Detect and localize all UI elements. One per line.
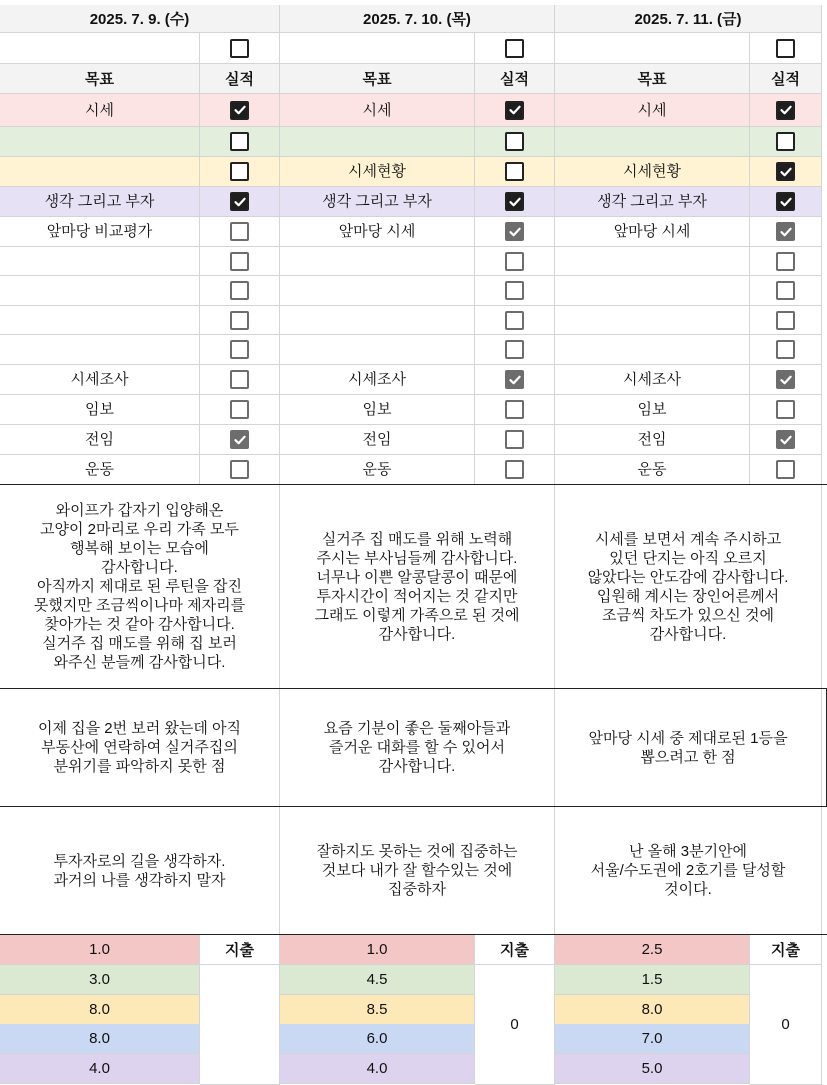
- result-cell: [475, 395, 555, 425]
- task-checkbox[interactable]: [776, 192, 795, 211]
- task-checkbox[interactable]: [505, 192, 524, 211]
- goal-column-header: 목표: [280, 64, 475, 94]
- result-cell: [475, 187, 555, 217]
- task-checkbox[interactable]: [505, 281, 524, 300]
- goal-cell[interactable]: [555, 127, 750, 157]
- result-cell: [750, 247, 822, 276]
- resolution-note[interactable]: 투자자로의 길을 생각하자. 과거의 나를 생각하지 말자: [0, 807, 280, 935]
- gratitude-note[interactable]: 실거주 집 매도를 위해 노력해 주시는 부사님들께 감사합니다. 너무나 이쁜 알콩달콩이 때문에 투자시간이 적어지는 것 같지만 그래도 이렇게 가족으로 된 것에 감사합니다.: [280, 485, 555, 689]
- goal-column-header: 목표: [555, 64, 750, 94]
- goal-cell[interactable]: 전임: [280, 425, 475, 455]
- result-column-header: 실적: [200, 64, 280, 94]
- section-divider: [0, 934, 827, 935]
- result-cell: [200, 306, 280, 335]
- task-checkbox[interactable]: [230, 101, 249, 120]
- goal-cell[interactable]: 시세현황: [280, 157, 475, 187]
- section-divider: [0, 484, 827, 485]
- result-cell: [750, 276, 822, 306]
- task-checkbox[interactable]: [505, 400, 524, 419]
- task-checkbox[interactable]: [776, 281, 795, 300]
- spend-label: 지출: [475, 935, 555, 965]
- task-checkbox[interactable]: [230, 460, 249, 479]
- task-checkbox[interactable]: [776, 252, 795, 271]
- result-cell: [750, 335, 822, 365]
- spend-value[interactable]: [200, 965, 280, 1085]
- task-checkbox[interactable]: [505, 132, 524, 151]
- task-checkbox[interactable]: [230, 162, 249, 181]
- goal-cell[interactable]: 앞마당 비교평가: [0, 217, 200, 247]
- section-divider: [0, 688, 827, 689]
- task-checkbox[interactable]: [505, 460, 524, 479]
- goal-cell[interactable]: 시세: [0, 94, 200, 127]
- result-cell: [200, 276, 280, 306]
- goal-cell[interactable]: [555, 306, 750, 335]
- blank-cell: [0, 33, 200, 64]
- top-check-cell: [475, 33, 555, 64]
- result-cell: [750, 306, 822, 335]
- checkmark-icon: [779, 195, 793, 209]
- task-checkbox[interactable]: [230, 311, 249, 330]
- score-cell[interactable]: 8.5: [280, 995, 475, 1025]
- result-cell: [750, 217, 822, 247]
- goal-cell[interactable]: 앞마당 시세: [555, 217, 750, 247]
- spend-label: 지출: [750, 935, 822, 965]
- result-cell: [750, 425, 822, 455]
- goal-cell[interactable]: 시세: [555, 94, 750, 127]
- goal-cell[interactable]: [555, 247, 750, 276]
- goal-cell[interactable]: 앞마당 시세: [280, 217, 475, 247]
- goal-cell[interactable]: [555, 276, 750, 306]
- result-cell: [750, 395, 822, 425]
- goal-cell[interactable]: 전임: [555, 425, 750, 455]
- checkmark-icon: [233, 195, 247, 209]
- result-column-header: 실적: [475, 64, 555, 94]
- score-cell[interactable]: 5.0: [555, 1054, 750, 1084]
- goal-cell[interactable]: 임보: [280, 395, 475, 425]
- goal-cell[interactable]: 생각 그리고 부자: [0, 187, 200, 217]
- reflection-note[interactable]: 앞마당 시세 중 제대로된 1등을 뽑으려고 한 점: [555, 689, 822, 807]
- score-cell[interactable]: 6.0: [280, 1024, 475, 1054]
- goal-cell[interactable]: 시세현황: [555, 157, 750, 187]
- result-cell: [750, 127, 822, 157]
- task-checkbox[interactable]: [230, 132, 249, 151]
- score-cell[interactable]: 4.0: [0, 1054, 200, 1084]
- result-cell: [200, 247, 280, 276]
- score-cell[interactable]: 3.0: [0, 965, 200, 995]
- checkmark-icon: [233, 103, 247, 117]
- result-cell: [475, 425, 555, 455]
- task-checkbox[interactable]: [230, 370, 249, 389]
- result-cell: [475, 157, 555, 187]
- task-checkbox[interactable]: [776, 340, 795, 359]
- goal-cell[interactable]: [0, 157, 200, 187]
- score-cell[interactable]: 1.0: [0, 935, 200, 965]
- task-checkbox[interactable]: [776, 370, 795, 389]
- task-checkbox[interactable]: [230, 252, 249, 271]
- spend-label: 지출: [200, 935, 280, 965]
- checkmark-icon: [779, 165, 793, 179]
- score-cell[interactable]: 1.0: [280, 935, 475, 965]
- result-cell: [200, 455, 280, 485]
- goal-cell[interactable]: [280, 127, 475, 157]
- result-column-header: 실적: [750, 64, 822, 94]
- result-cell: [750, 365, 822, 395]
- day-done-checkbox[interactable]: [230, 39, 249, 58]
- task-checkbox[interactable]: [505, 101, 524, 120]
- score-cell[interactable]: 8.0: [555, 995, 750, 1025]
- task-checkbox[interactable]: [230, 222, 249, 241]
- score-cell[interactable]: 1.5: [555, 965, 750, 995]
- goal-cell[interactable]: [280, 306, 475, 335]
- goal-cell[interactable]: 임보: [0, 395, 200, 425]
- task-checkbox[interactable]: [776, 311, 795, 330]
- top-check-cell: [750, 33, 822, 64]
- date-header: 2025. 7. 9. (수): [0, 5, 280, 33]
- task-checkbox[interactable]: [505, 340, 524, 359]
- result-cell: [475, 306, 555, 335]
- task-checkbox[interactable]: [505, 430, 524, 449]
- task-checkbox[interactable]: [776, 132, 795, 151]
- result-cell: [200, 127, 280, 157]
- goal-cell[interactable]: 시세: [280, 94, 475, 127]
- task-checkbox[interactable]: [230, 281, 249, 300]
- goal-cell[interactable]: 시세조사: [280, 365, 475, 395]
- result-cell: [750, 187, 822, 217]
- result-cell: [200, 395, 280, 425]
- checkmark-icon: [508, 103, 522, 117]
- score-cell[interactable]: 8.0: [0, 995, 200, 1025]
- blank-cell: [555, 33, 750, 64]
- task-checkbox[interactable]: [230, 400, 249, 419]
- goal-column-header: 목표: [0, 64, 200, 94]
- goal-cell[interactable]: [0, 335, 200, 365]
- checkmark-icon: [779, 225, 793, 239]
- goal-cell[interactable]: 시세조사: [0, 365, 200, 395]
- result-cell: [475, 217, 555, 247]
- checkmark-icon: [779, 433, 793, 447]
- task-checkbox[interactable]: [776, 162, 795, 181]
- gratitude-note[interactable]: 와이프가 갑자기 입양해온 고양이 2마리로 우리 가족 모두 행복해 보이는 모습에 감사합니다. 아직까지 제대로 된 루틴을 잡진 못했지만 조금씩이나마 제자리를 찾아가는 것 같아 감사합니다. 실거주 집 매도를 위해 집 보러 와주신 분들께 감사합니다.: [0, 485, 280, 689]
- task-checkbox[interactable]: [776, 460, 795, 479]
- task-checkbox[interactable]: [776, 400, 795, 419]
- task-checkbox[interactable]: [505, 370, 524, 389]
- result-cell: [200, 425, 280, 455]
- goal-cell[interactable]: 시세조사: [555, 365, 750, 395]
- task-checkbox[interactable]: [776, 101, 795, 120]
- goal-cell[interactable]: 생각 그리고 부자: [555, 187, 750, 217]
- goal-cell[interactable]: 운동: [555, 455, 750, 485]
- task-checkbox[interactable]: [505, 252, 524, 271]
- result-cell: [750, 94, 822, 127]
- task-checkbox[interactable]: [505, 162, 524, 181]
- goal-cell[interactable]: [555, 335, 750, 365]
- task-checkbox[interactable]: [776, 430, 795, 449]
- goal-cell[interactable]: [0, 276, 200, 306]
- goal-cell[interactable]: [280, 276, 475, 306]
- reflection-note[interactable]: 이제 집을 2번 보러 왔는데 아직 부동산에 연락하여 실거주집의 분위기를 파악하지 못한 점: [0, 689, 280, 807]
- checkmark-icon: [233, 433, 247, 447]
- result-cell: [750, 157, 822, 187]
- result-cell: [475, 247, 555, 276]
- task-checkbox[interactable]: [230, 340, 249, 359]
- result-cell: [200, 335, 280, 365]
- result-cell: [475, 127, 555, 157]
- result-cell: [200, 365, 280, 395]
- goal-cell[interactable]: [0, 306, 200, 335]
- task-checkbox[interactable]: [505, 311, 524, 330]
- section-divider: [0, 806, 827, 807]
- score-cell[interactable]: 4.0: [280, 1054, 475, 1084]
- result-cell: [200, 94, 280, 127]
- result-cell: [475, 455, 555, 485]
- result-cell: [475, 94, 555, 127]
- spend-value[interactable]: 0: [750, 965, 822, 1085]
- result-cell: [200, 217, 280, 247]
- goal-cell[interactable]: 생각 그리고 부자: [280, 187, 475, 217]
- task-checkbox[interactable]: [230, 192, 249, 211]
- date-header: 2025. 7. 11. (금): [555, 5, 822, 33]
- blank-cell: [280, 33, 475, 64]
- resolution-note[interactable]: 잘하지도 못하는 것에 집중하는 것보다 내가 잘 할수있는 것에 집중하자: [280, 807, 555, 935]
- checkmark-icon: [779, 103, 793, 117]
- checkmark-icon: [779, 373, 793, 387]
- result-cell: [200, 187, 280, 217]
- goal-cell[interactable]: 임보: [555, 395, 750, 425]
- task-checkbox[interactable]: [776, 222, 795, 241]
- result-cell: [750, 455, 822, 485]
- result-cell: [475, 365, 555, 395]
- checkmark-icon: [508, 225, 522, 239]
- goal-cell[interactable]: [0, 127, 200, 157]
- day-done-checkbox[interactable]: [505, 39, 524, 58]
- spend-value[interactable]: 0: [475, 965, 555, 1085]
- result-cell: [475, 335, 555, 365]
- task-checkbox[interactable]: [505, 222, 524, 241]
- checkmark-icon: [508, 373, 522, 387]
- reflection-note[interactable]: 요즘 기분이 좋은 둘째아들과 즐거운 대화를 할 수 있어서 감사합니다.: [280, 689, 555, 807]
- checkmark-icon: [508, 195, 522, 209]
- goal-cell[interactable]: [280, 247, 475, 276]
- goal-cell[interactable]: [0, 247, 200, 276]
- score-cell[interactable]: 8.0: [0, 1024, 200, 1054]
- goal-cell[interactable]: 운동: [0, 455, 200, 485]
- result-cell: [200, 157, 280, 187]
- score-cell[interactable]: 7.0: [555, 1024, 750, 1054]
- score-cell[interactable]: 4.5: [280, 965, 475, 995]
- goal-cell[interactable]: 운동: [280, 455, 475, 485]
- top-check-cell: [200, 33, 280, 64]
- day-done-checkbox[interactable]: [776, 39, 795, 58]
- goal-cell[interactable]: [280, 335, 475, 365]
- task-checkbox[interactable]: [230, 430, 249, 449]
- date-header: 2025. 7. 10. (목): [280, 5, 555, 33]
- result-cell: [475, 276, 555, 306]
- gratitude-note[interactable]: 시세를 보면서 계속 주시하고 있던 단지는 아직 오르지 않았다는 안도감에 감사합니다. 입원해 계시는 장인어른께서 조금씩 차도가 있으신 것에 감사합니다.: [555, 485, 822, 689]
- score-cell[interactable]: 2.5: [555, 935, 750, 965]
- resolution-note[interactable]: 난 올해 3분기안에 서울/수도권에 2호기를 달성할 것이다.: [555, 807, 822, 935]
- goal-cell[interactable]: 전임: [0, 425, 200, 455]
